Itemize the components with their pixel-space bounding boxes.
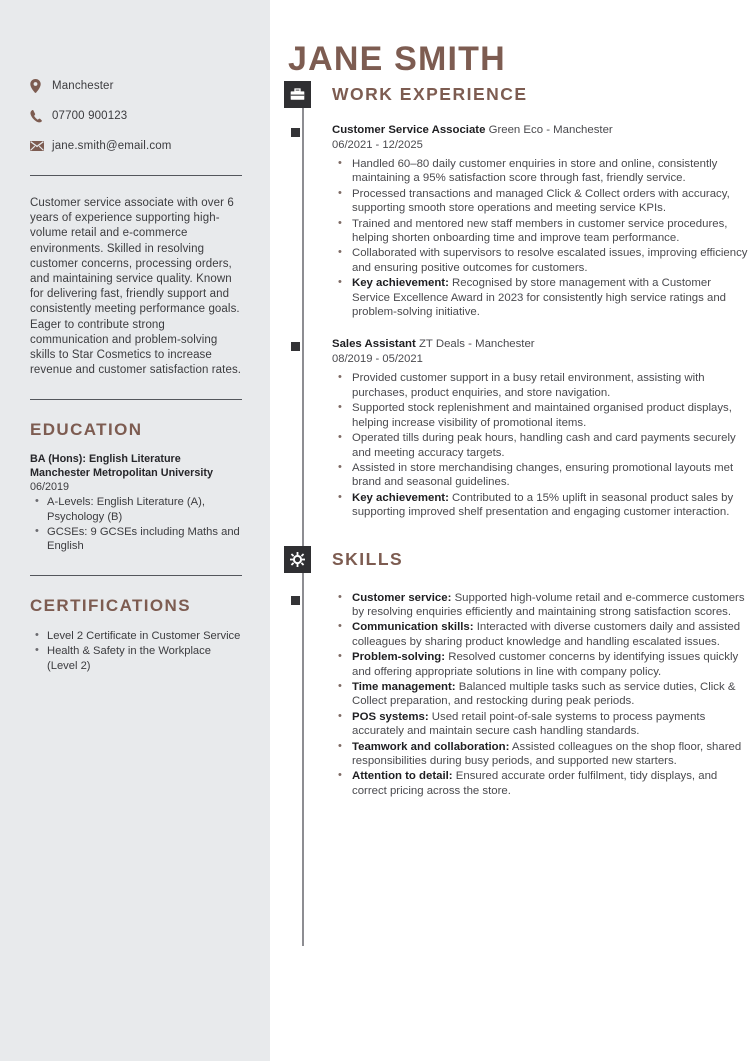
sidebar: [0, 0, 270, 1061]
contact-list: [30, 78, 242, 154]
work-experience-header: [288, 79, 750, 109]
education-date: 06/2019: [30, 480, 70, 493]
bullet-text: Collaborated with supervisors to resolve escalated issues, improving efficiency and ensuring positive outcomes for customers.: [352, 247, 748, 274]
list-item: [352, 491, 750, 520]
certifications-bullets: [30, 629, 242, 673]
bullet-text: Supported stock replenishment and maintained organised product displays, helping increase visibility of promotional items.: [352, 402, 732, 429]
work-entry: [332, 337, 750, 519]
bullet-lead: POS systems:: [352, 710, 429, 723]
list-item: • Level 2 Certificate in Customer Service: [47, 629, 242, 643]
page-title: JANE SMITH: [288, 40, 506, 78]
certifications-heading: CERTIFICATIONS: [30, 595, 191, 615]
bullet-lead: Key achievement:: [352, 491, 449, 504]
education-bullets: [30, 495, 242, 554]
bullet-text: Recognised by store management with a Customer Service Excellence Award in 2023 for consistently high service ratings and problem-solving initiative.: [352, 277, 726, 319]
bullet-text: Used retail point-of-sale systems to process payments accurately and maintain secure cash handling standards.: [352, 710, 706, 738]
education-heading: EDUCATION: [30, 420, 143, 440]
list-item: [352, 769, 750, 798]
list-item: [352, 710, 750, 739]
list-item: [352, 461, 750, 490]
list-item: [352, 680, 750, 709]
briefcase-icon: [284, 81, 311, 108]
job-dates: 08/2019 - 05/2021: [332, 352, 423, 365]
skills-header: [288, 545, 750, 575]
education-degree: BA (Hons): English Literature Manchester Metropolitan University: [30, 453, 213, 480]
bullet-lead: Communication skills:: [352, 621, 474, 634]
contact-item-email: [30, 138, 242, 154]
bullet-text: Trained and mentored new staff members in customer service procedures, helping shorten onboarding time and improve team performance.: [352, 217, 728, 245]
skills-title: SKILLS: [332, 549, 404, 570]
list-item: [352, 431, 750, 460]
bullet-text: Contributed to a 15% uplift in seasonal product sales by supporting improved shelf presentation and engaging customer interaction.: [352, 491, 734, 519]
envelope-icon: [30, 138, 52, 154]
bullet-text: Resolved customer concerns by identifying issues quickly and offering appropriate solutions in line with company policy.: [352, 651, 739, 678]
list-item: [352, 740, 750, 769]
bullet-text: Provided customer support in a busy retail environment, assisting with purchases, product enquiries, and store navigation.: [352, 372, 705, 399]
list-item: [352, 650, 750, 679]
list-item: • GCSEs: 9 GCSEs including Maths and English: [47, 525, 242, 554]
timeline-marker: [291, 342, 300, 351]
skills-bullets: [332, 591, 750, 799]
list-item: [352, 157, 750, 186]
job-bullets: [332, 157, 750, 319]
job-dates: 06/2021 - 12/2025: [332, 138, 423, 151]
professional-summary: Customer service associate with over 6 years of experience supporting high-volume retail and e-commerce environments. Skilled in resolving customer concerns, processing orders, and maintaining service quality. Known for delivering fast, friendly support and consistently meeting performance goals. Eager to contribute strong communication and problem-solving skills to Star Cosmetics to increase revenue and customer satisfaction rates.: [30, 197, 242, 377]
job-role: Sales Assistant: [332, 338, 416, 351]
job-role: Customer Service Associate: [332, 124, 486, 136]
contact-item-location: [30, 78, 242, 94]
bullet-text: Assisted in store merchandising changes, ensuring promotional layouts met brand and seasonal guidelines.: [352, 461, 734, 489]
contact-item-phone: [30, 108, 242, 124]
bullet-lead: Customer service:: [352, 591, 452, 604]
skills-entry: [332, 591, 750, 799]
list-item: • Health & Safety in the Workplace (Level 2): [47, 644, 242, 673]
bullet-lead: Teamwork and collaboration:: [352, 740, 510, 753]
list-item: [352, 401, 750, 430]
contact-phone-text: 07700 900123: [52, 110, 128, 122]
education-entry: [30, 453, 242, 494]
divider-summary: [30, 399, 242, 400]
list-item: [352, 187, 750, 216]
bullet-text: Operated tills during peak hours, handling cash and card payments securely and meeting accuracy targets.: [352, 432, 736, 459]
job-company: Green Eco - Manchester: [488, 124, 613, 136]
bullet-lead: Attention to detail:: [352, 770, 453, 783]
list-item: [352, 217, 750, 246]
bullet-text: Handled 60–80 daily customer enquiries in store and online, consistently maintaining a 95% satisfaction score through fast, friendly service.: [352, 158, 718, 185]
timeline-marker: [291, 596, 300, 605]
divider-education: [30, 575, 242, 576]
bullet-text: Assisted colleagues on the shop floor, shared responsibilities during busy periods, and supported new starters.: [352, 740, 742, 767]
work-entry-heading: [332, 337, 750, 352]
bullet-text: Balanced multiple tasks such as service duties, Click & Collect preparation, and restocking during peak periods.: [352, 680, 736, 708]
bullet-lead: Key achievement:: [352, 277, 449, 290]
timeline-marker: [291, 128, 300, 137]
divider-contact: [30, 175, 242, 176]
gear-icon: [284, 546, 311, 573]
list-item: [352, 276, 750, 319]
contact-location-text: Manchester: [52, 80, 114, 92]
list-item: [352, 371, 750, 400]
list-item: • A-Levels: English Literature (A), Psychology (B): [47, 495, 242, 524]
contact-email-text: jane.smith@email.com: [52, 140, 172, 152]
main-content: [270, 0, 750, 1061]
bullet-text: Supported high-volume retail and e-commerce customers by resolving enquiries efficiently and maintaining strong satisfaction scores.: [352, 591, 745, 618]
bullet-text: Interacted with diverse customers daily and assisted colleagues by sharing product knowledge and handling escalated issues.: [352, 621, 741, 648]
work-entry: [332, 123, 750, 319]
list-item: [352, 591, 750, 620]
location-pin-icon: [30, 78, 52, 94]
job-company: ZT Deals - Manchester: [418, 338, 535, 351]
bullet-text: Ensured accurate order fulfilment, tidy displays, and correct pricing across the store.: [352, 770, 718, 797]
work-entry-heading: [332, 123, 750, 138]
list-item: [352, 246, 750, 275]
work-experience-title: WORK EXPERIENCE: [332, 83, 528, 104]
bullet-lead: Problem-solving:: [352, 651, 446, 664]
bullet-text: Processed transactions and managed Click & Collect orders with accuracy, supporting smooth store operations and meeting service KPIs.: [352, 187, 730, 215]
phone-icon: [30, 108, 52, 124]
job-bullets: [332, 371, 750, 519]
list-item: [352, 620, 750, 649]
bullet-lead: Time management:: [352, 680, 456, 693]
section-work-experience: [288, 79, 750, 520]
section-skills: [288, 545, 750, 799]
